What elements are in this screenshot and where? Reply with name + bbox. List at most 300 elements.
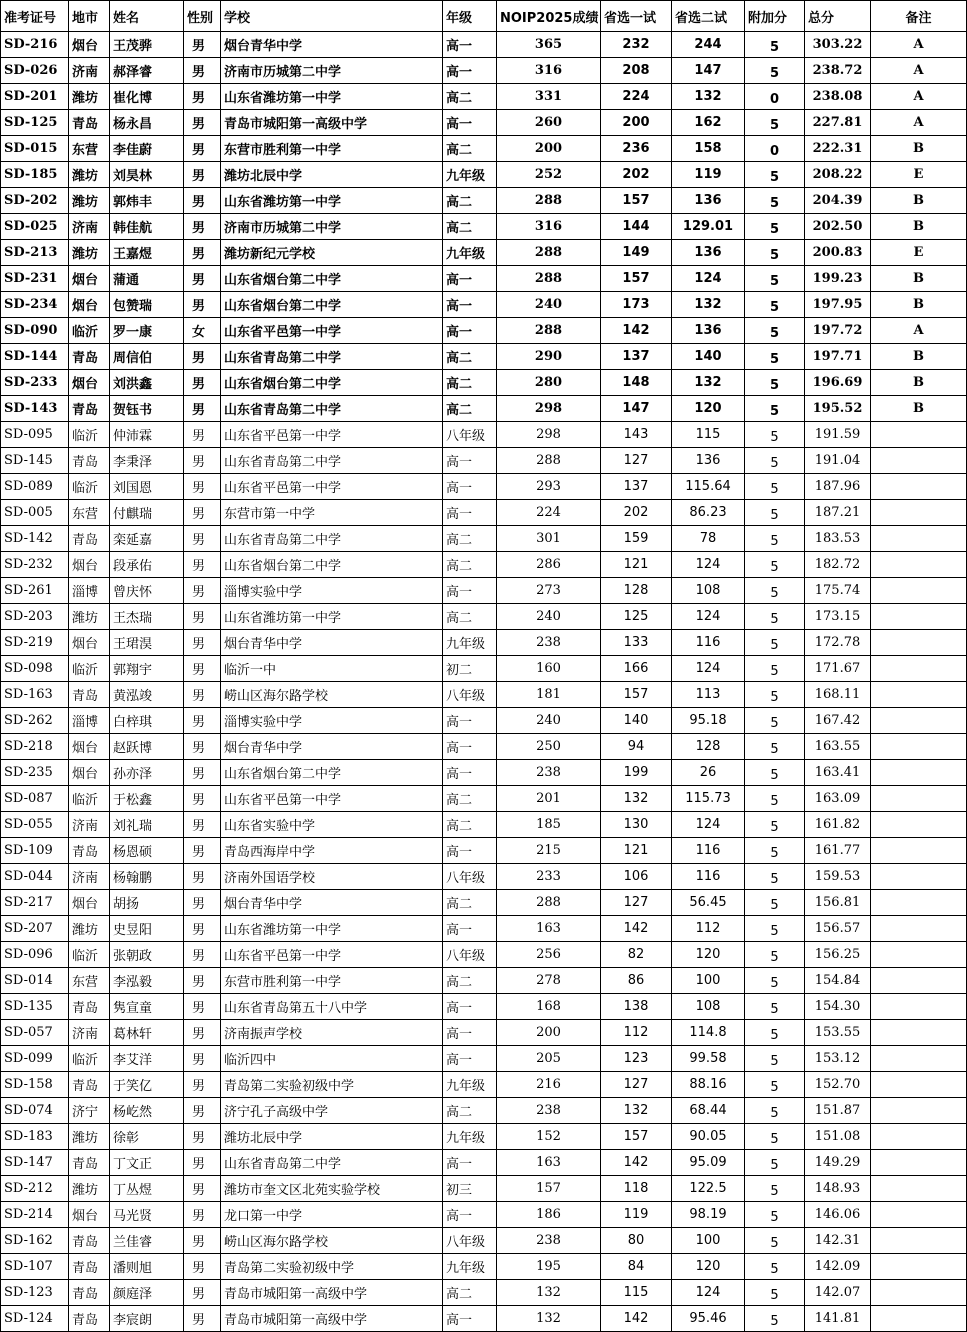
cell-s2: 136 <box>672 240 745 266</box>
cell-school: 山东省潍坊第一中学 <box>221 604 443 630</box>
cell-city: 临沂 <box>69 656 110 682</box>
cell-city: 烟台 <box>69 552 110 578</box>
cell-total: 227.81 <box>805 110 871 136</box>
table-row <box>1 1072 967 1098</box>
cell-noip: 301 <box>497 526 601 552</box>
cell-name: 付麒瑞 <box>110 500 184 526</box>
cell-name: 周信伯 <box>110 344 184 370</box>
cell-gender: 男 <box>184 1202 221 1228</box>
header-s1: 省选一试 <box>601 1 672 32</box>
cell-id: SD-203 <box>1 604 69 630</box>
cell-s1: 106 <box>601 864 672 890</box>
cell-bonus: 5 <box>745 916 805 942</box>
cell-grade: 高一 <box>443 1202 497 1228</box>
cell-gender: 男 <box>184 448 221 474</box>
cell-total: 163.09 <box>805 786 871 812</box>
cell-bonus: 0 <box>745 136 805 162</box>
cell-note <box>871 448 967 474</box>
cell-school: 山东省潍坊第一中学 <box>221 188 443 214</box>
cell-bonus: 5 <box>745 1150 805 1176</box>
cell-bonus: 5 <box>745 760 805 786</box>
cell-bonus: 5 <box>745 58 805 84</box>
cell-noip: 195 <box>497 1254 601 1280</box>
cell-name: 罗一康 <box>110 318 184 344</box>
table-row <box>1 136 967 162</box>
cell-id: SD-214 <box>1 1202 69 1228</box>
cell-bonus: 5 <box>745 292 805 318</box>
table-row <box>1 1098 967 1124</box>
cell-s2: 108 <box>672 994 745 1020</box>
cell-gender: 男 <box>184 240 221 266</box>
header-grade: 年级 <box>443 1 497 32</box>
cell-bonus: 0 <box>745 84 805 110</box>
cell-s1: 119 <box>601 1202 672 1228</box>
cell-id: SD-162 <box>1 1228 69 1254</box>
cell-bonus: 5 <box>745 578 805 604</box>
table-row <box>1 1306 967 1332</box>
cell-grade: 高一 <box>443 1306 497 1332</box>
cell-city: 青岛 <box>69 110 110 136</box>
cell-school: 山东省平邑第一中学 <box>221 318 443 344</box>
cell-note <box>871 1280 967 1306</box>
table-body <box>1 32 967 1332</box>
cell-bonus: 5 <box>745 448 805 474</box>
cell-gender: 男 <box>184 292 221 318</box>
table-row <box>1 188 967 214</box>
header-row <box>1 1 967 32</box>
cell-s1: 224 <box>601 84 672 110</box>
cell-note <box>871 890 967 916</box>
cell-bonus: 5 <box>745 1202 805 1228</box>
cell-s1: 94 <box>601 734 672 760</box>
cell-note <box>871 1020 967 1046</box>
cell-s1: 199 <box>601 760 672 786</box>
cell-grade: 高一 <box>443 474 497 500</box>
cell-name: 王杰瑞 <box>110 604 184 630</box>
cell-name: 栾延嘉 <box>110 526 184 552</box>
cell-school: 山东省实验中学 <box>221 812 443 838</box>
cell-gender: 男 <box>184 916 221 942</box>
cell-id: SD-098 <box>1 656 69 682</box>
cell-name: 郭翔宇 <box>110 656 184 682</box>
cell-city: 济南 <box>69 58 110 84</box>
cell-s2: 116 <box>672 838 745 864</box>
cell-id: SD-015 <box>1 136 69 162</box>
cell-grade: 高一 <box>443 110 497 136</box>
cell-id: SD-125 <box>1 110 69 136</box>
cell-school: 山东省烟台第二中学 <box>221 292 443 318</box>
cell-id: SD-262 <box>1 708 69 734</box>
cell-bonus: 5 <box>745 968 805 994</box>
cell-total: 202.50 <box>805 214 871 240</box>
table-row <box>1 422 967 448</box>
cell-grade: 八年级 <box>443 682 497 708</box>
cell-s1: 125 <box>601 604 672 630</box>
cell-total: 172.78 <box>805 630 871 656</box>
cell-total: 141.81 <box>805 1306 871 1332</box>
cell-s1: 173 <box>601 292 672 318</box>
cell-total: 238.72 <box>805 58 871 84</box>
cell-noip: 273 <box>497 578 601 604</box>
table-row <box>1 604 967 630</box>
table-row <box>1 760 967 786</box>
cell-noip: 152 <box>497 1124 601 1150</box>
cell-bonus: 5 <box>745 786 805 812</box>
cell-noip: 163 <box>497 1150 601 1176</box>
table-row <box>1 1124 967 1150</box>
cell-city: 东营 <box>69 968 110 994</box>
cell-school: 烟台青华中学 <box>221 734 443 760</box>
cell-name: 韩佳航 <box>110 214 184 240</box>
cell-noip: 240 <box>497 292 601 318</box>
cell-city: 临沂 <box>69 318 110 344</box>
cell-grade: 高一 <box>443 1150 497 1176</box>
cell-s1: 142 <box>601 318 672 344</box>
cell-noip: 238 <box>497 630 601 656</box>
cell-gender: 男 <box>184 1306 221 1332</box>
cell-s1: 140 <box>601 708 672 734</box>
cell-name: 张朝政 <box>110 942 184 968</box>
cell-s2: 95.46 <box>672 1306 745 1332</box>
cell-bonus: 5 <box>745 1124 805 1150</box>
cell-noip: 288 <box>497 890 601 916</box>
cell-noip: 288 <box>497 240 601 266</box>
cell-s2: 78 <box>672 526 745 552</box>
cell-total: 238.08 <box>805 84 871 110</box>
cell-name: 隽宣童 <box>110 994 184 1020</box>
cell-grade: 八年级 <box>443 942 497 968</box>
cell-bonus: 5 <box>745 812 805 838</box>
table-row <box>1 734 967 760</box>
cell-school: 山东省烟台第二中学 <box>221 370 443 396</box>
cell-grade: 高一 <box>443 448 497 474</box>
cell-city: 临沂 <box>69 1046 110 1072</box>
cell-school: 山东省青岛第二中学 <box>221 448 443 474</box>
cell-noip: 132 <box>497 1306 601 1332</box>
table-row <box>1 110 967 136</box>
cell-note: B <box>871 214 967 240</box>
cell-school: 青岛市城阳第一高级中学 <box>221 1306 443 1332</box>
cell-gender: 男 <box>184 370 221 396</box>
cell-s2: 86.23 <box>672 500 745 526</box>
cell-bonus: 5 <box>745 890 805 916</box>
cell-gender: 男 <box>184 344 221 370</box>
cell-city: 淄博 <box>69 578 110 604</box>
cell-city: 潍坊 <box>69 604 110 630</box>
cell-s1: 142 <box>601 1150 672 1176</box>
cell-bonus: 5 <box>745 1280 805 1306</box>
cell-gender: 男 <box>184 110 221 136</box>
cell-total: 197.72 <box>805 318 871 344</box>
cell-city: 烟台 <box>69 1202 110 1228</box>
cell-total: 163.55 <box>805 734 871 760</box>
cell-grade: 高一 <box>443 578 497 604</box>
cell-s2: 88.16 <box>672 1072 745 1098</box>
cell-gender: 男 <box>184 188 221 214</box>
cell-s1: 157 <box>601 266 672 292</box>
cell-city: 青岛 <box>69 1280 110 1306</box>
cell-bonus: 5 <box>745 708 805 734</box>
cell-school: 山东省青岛第五十八中学 <box>221 994 443 1020</box>
cell-name: 仲沛霖 <box>110 422 184 448</box>
cell-id: SD-099 <box>1 1046 69 1072</box>
cell-id: SD-109 <box>1 838 69 864</box>
cell-school: 山东省烟台第二中学 <box>221 552 443 578</box>
cell-s1: 142 <box>601 1306 672 1332</box>
cell-s1: 157 <box>601 682 672 708</box>
cell-grade: 高二 <box>443 552 497 578</box>
cell-bonus: 5 <box>745 396 805 422</box>
cell-s2: 132 <box>672 370 745 396</box>
cell-s2: 162 <box>672 110 745 136</box>
cell-name: 包赞瑞 <box>110 292 184 318</box>
cell-s2: 124 <box>672 1280 745 1306</box>
cell-noip: 200 <box>497 1020 601 1046</box>
cell-note <box>871 1150 967 1176</box>
cell-id: SD-074 <box>1 1098 69 1124</box>
cell-bonus: 5 <box>745 1176 805 1202</box>
cell-city: 烟台 <box>69 32 110 58</box>
cell-id: SD-202 <box>1 188 69 214</box>
cell-gender: 男 <box>184 812 221 838</box>
cell-s1: 82 <box>601 942 672 968</box>
cell-name: 李艾洋 <box>110 1046 184 1072</box>
cell-total: 142.31 <box>805 1228 871 1254</box>
cell-s1: 118 <box>601 1176 672 1202</box>
cell-s1: 128 <box>601 578 672 604</box>
table-row <box>1 32 967 58</box>
cell-note <box>871 916 967 942</box>
cell-total: 182.72 <box>805 552 871 578</box>
cell-noip: 252 <box>497 162 601 188</box>
cell-note <box>871 630 967 656</box>
cell-gender: 男 <box>184 708 221 734</box>
cell-s1: 132 <box>601 1098 672 1124</box>
cell-s1: 130 <box>601 812 672 838</box>
cell-noip: 288 <box>497 188 601 214</box>
cell-bonus: 5 <box>745 838 805 864</box>
cell-name: 曾庆怀 <box>110 578 184 604</box>
cell-total: 195.52 <box>805 396 871 422</box>
table-row <box>1 318 967 344</box>
cell-gender: 男 <box>184 214 221 240</box>
cell-id: SD-163 <box>1 682 69 708</box>
cell-city: 烟台 <box>69 292 110 318</box>
cell-note <box>871 994 967 1020</box>
cell-school: 崂山区海尔路学校 <box>221 682 443 708</box>
cell-id: SD-057 <box>1 1020 69 1046</box>
cell-note <box>871 838 967 864</box>
table-row <box>1 942 967 968</box>
cell-s1: 138 <box>601 994 672 1020</box>
cell-name: 于笑亿 <box>110 1072 184 1098</box>
cell-name: 杨恩硕 <box>110 838 184 864</box>
cell-gender: 男 <box>184 1124 221 1150</box>
cell-note: A <box>871 58 967 84</box>
cell-grade: 高一 <box>443 1020 497 1046</box>
cell-note <box>871 708 967 734</box>
header-school: 学校 <box>221 1 443 32</box>
cell-school: 淄博实验中学 <box>221 708 443 734</box>
cell-noip: 288 <box>497 448 601 474</box>
table-row <box>1 1150 967 1176</box>
cell-noip: 215 <box>497 838 601 864</box>
cell-s2: 158 <box>672 136 745 162</box>
cell-grade: 高一 <box>443 994 497 1020</box>
cell-school: 潍坊新纪元学校 <box>221 240 443 266</box>
cell-noip: 233 <box>497 864 601 890</box>
cell-school: 青岛西海岸中学 <box>221 838 443 864</box>
cell-total: 142.09 <box>805 1254 871 1280</box>
cell-total: 156.81 <box>805 890 871 916</box>
cell-bonus: 5 <box>745 110 805 136</box>
cell-id: SD-213 <box>1 240 69 266</box>
cell-name: 贺钰书 <box>110 396 184 422</box>
table-row <box>1 552 967 578</box>
cell-grade: 高二 <box>443 188 497 214</box>
table-row <box>1 890 967 916</box>
table-row <box>1 708 967 734</box>
cell-bonus: 5 <box>745 32 805 58</box>
table-row <box>1 968 967 994</box>
cell-s1: 202 <box>601 500 672 526</box>
cell-id: SD-124 <box>1 1306 69 1332</box>
cell-note <box>871 578 967 604</box>
cell-total: 161.77 <box>805 838 871 864</box>
cell-school: 临沂四中 <box>221 1046 443 1072</box>
cell-gender: 男 <box>184 682 221 708</box>
cell-name: 丁文正 <box>110 1150 184 1176</box>
cell-s2: 120 <box>672 396 745 422</box>
cell-school: 烟台青华中学 <box>221 32 443 58</box>
cell-note <box>871 1306 967 1332</box>
cell-total: 191.59 <box>805 422 871 448</box>
table-row <box>1 1228 967 1254</box>
cell-school: 山东省青岛第二中学 <box>221 396 443 422</box>
cell-grade: 高一 <box>443 760 497 786</box>
cell-total: 148.93 <box>805 1176 871 1202</box>
cell-noip: 286 <box>497 552 601 578</box>
header-city: 地市 <box>69 1 110 32</box>
cell-total: 187.96 <box>805 474 871 500</box>
cell-noip: 160 <box>497 656 601 682</box>
cell-total: 183.53 <box>805 526 871 552</box>
cell-city: 济南 <box>69 214 110 240</box>
cell-bonus: 5 <box>745 994 805 1020</box>
cell-note <box>871 526 967 552</box>
cell-bonus: 5 <box>745 682 805 708</box>
cell-grade: 高二 <box>443 84 497 110</box>
cell-note <box>871 1202 967 1228</box>
cell-note: B <box>871 188 967 214</box>
cell-gender: 男 <box>184 604 221 630</box>
cell-city: 潍坊 <box>69 188 110 214</box>
cell-school: 淄博实验中学 <box>221 578 443 604</box>
cell-gender: 男 <box>184 84 221 110</box>
cell-s2: 136 <box>672 188 745 214</box>
cell-name: 杨翰鹏 <box>110 864 184 890</box>
cell-name: 徐彰 <box>110 1124 184 1150</box>
cell-noip: 157 <box>497 1176 601 1202</box>
cell-city: 青岛 <box>69 682 110 708</box>
cell-total: 149.29 <box>805 1150 871 1176</box>
cell-name: 郝泽睿 <box>110 58 184 84</box>
cell-total: 200.83 <box>805 240 871 266</box>
cell-city: 潍坊 <box>69 916 110 942</box>
cell-s1: 121 <box>601 838 672 864</box>
table-row <box>1 448 967 474</box>
table-row <box>1 500 967 526</box>
table-row <box>1 812 967 838</box>
table-row <box>1 916 967 942</box>
cell-s2: 120 <box>672 942 745 968</box>
cell-note: A <box>871 84 967 110</box>
cell-gender: 男 <box>184 760 221 786</box>
cell-s1: 147 <box>601 396 672 422</box>
cell-note <box>871 1124 967 1150</box>
cell-name: 白梓琪 <box>110 708 184 734</box>
cell-city: 烟台 <box>69 890 110 916</box>
cell-note: B <box>871 292 967 318</box>
cell-city: 青岛 <box>69 1072 110 1098</box>
cell-s1: 157 <box>601 1124 672 1150</box>
table-row <box>1 1020 967 1046</box>
cell-school: 龙口第一中学 <box>221 1202 443 1228</box>
cell-s1: 123 <box>601 1046 672 1072</box>
cell-bonus: 5 <box>745 552 805 578</box>
cell-s1: 80 <box>601 1228 672 1254</box>
cell-s1: 142 <box>601 916 672 942</box>
cell-grade: 高一 <box>443 32 497 58</box>
cell-city: 临沂 <box>69 786 110 812</box>
cell-gender: 男 <box>184 942 221 968</box>
cell-s2: 116 <box>672 864 745 890</box>
cell-bonus: 5 <box>745 1072 805 1098</box>
cell-noip: 280 <box>497 370 601 396</box>
cell-name: 刘洪鑫 <box>110 370 184 396</box>
cell-gender: 男 <box>184 1228 221 1254</box>
cell-grade: 高二 <box>443 786 497 812</box>
cell-s1: 127 <box>601 890 672 916</box>
table-row <box>1 526 967 552</box>
cell-note: B <box>871 396 967 422</box>
cell-city: 青岛 <box>69 1228 110 1254</box>
cell-s1: 137 <box>601 344 672 370</box>
cell-s2: 108 <box>672 578 745 604</box>
cell-note <box>871 760 967 786</box>
cell-note <box>871 1046 967 1072</box>
cell-city: 烟台 <box>69 370 110 396</box>
cell-grade: 九年级 <box>443 162 497 188</box>
cell-grade: 八年级 <box>443 422 497 448</box>
cell-s2: 147 <box>672 58 745 84</box>
cell-gender: 男 <box>184 1098 221 1124</box>
cell-school: 山东省潍坊第一中学 <box>221 84 443 110</box>
cell-name: 李佳蔚 <box>110 136 184 162</box>
cell-total: 168.11 <box>805 682 871 708</box>
cell-bonus: 5 <box>745 162 805 188</box>
cell-grade: 高二 <box>443 890 497 916</box>
cell-gender: 男 <box>184 1150 221 1176</box>
cell-bonus: 5 <box>745 630 805 656</box>
cell-bonus: 5 <box>745 318 805 344</box>
table-row <box>1 656 967 682</box>
cell-grade: 高二 <box>443 370 497 396</box>
cell-gender: 男 <box>184 994 221 1020</box>
cell-id: SD-142 <box>1 526 69 552</box>
cell-name: 丁丛煜 <box>110 1176 184 1202</box>
cell-s2: 99.58 <box>672 1046 745 1072</box>
